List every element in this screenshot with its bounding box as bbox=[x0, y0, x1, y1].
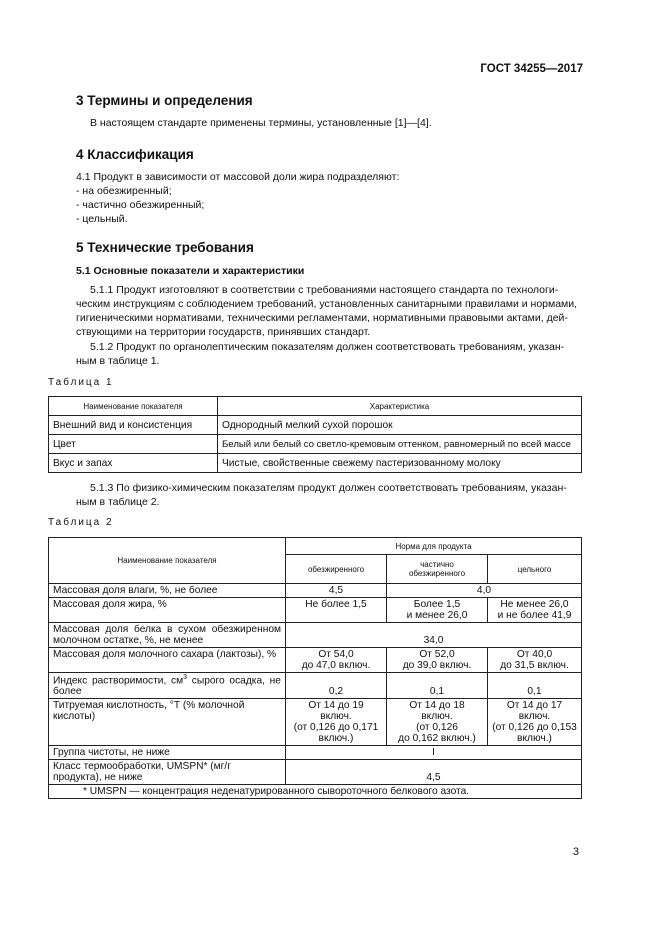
table-footnote: * UMSPN — концентрация неденатурированного сывороточного белкового азота. bbox=[49, 785, 582, 799]
table-cell: 0,2 bbox=[286, 673, 387, 699]
text-line: ствующими на территории государств, принявших стандарт. bbox=[76, 326, 371, 338]
table-row bbox=[49, 699, 582, 746]
superscript: 3 bbox=[183, 674, 188, 681]
table-cell: I bbox=[286, 746, 582, 760]
cell-line: От 52,0 bbox=[419, 649, 455, 660]
cell-line: (от 0,126 до 0,153 bbox=[492, 722, 577, 734]
table-cell: Массовая доля влаги, %, не более bbox=[49, 584, 286, 598]
table-cell: 0,1 bbox=[387, 673, 488, 699]
table-row bbox=[49, 584, 582, 598]
cell-line: (от 0,126 bbox=[416, 722, 458, 734]
table-row bbox=[49, 416, 582, 435]
table-cell bbox=[49, 673, 286, 699]
table-cell: 0,1 bbox=[488, 673, 582, 699]
section-4-title: 4 Классификация bbox=[76, 147, 194, 162]
table-row bbox=[49, 623, 582, 648]
paragraph-5-1-2 bbox=[76, 340, 582, 368]
text-line: 5.1.1 Продукт изготовляют в соответствии с требованиями настоящего стандарта по технологи- bbox=[90, 284, 559, 296]
cell-line: и не более 41,9 bbox=[497, 610, 572, 621]
text-line: ным в таблице 2. bbox=[76, 496, 160, 508]
table-cell bbox=[286, 648, 387, 673]
text-line: ным в таблице 1. bbox=[76, 355, 160, 367]
table-cell bbox=[387, 598, 488, 623]
table-cell: 4,0 bbox=[387, 584, 582, 598]
table-row bbox=[49, 760, 582, 785]
table-cell: Внешний вид и консистенция bbox=[49, 416, 218, 435]
cell-line: От 14 до 19 bbox=[308, 700, 364, 712]
section-4-list bbox=[76, 170, 582, 226]
table-cell bbox=[387, 699, 488, 746]
cell-line: и менее 26,0 bbox=[406, 610, 468, 621]
cell-line: От 14 до 18 bbox=[409, 700, 465, 712]
table-row bbox=[49, 746, 582, 760]
table-cell: Массовая доля белка в сухом обезжиренном молочном остатке, %, не менее bbox=[49, 623, 286, 648]
table-row bbox=[49, 598, 582, 623]
table-cell: Белый или белый со светло-кремовым оттенком, равномерный по всей массе bbox=[218, 435, 582, 454]
table-cell: Массовая доля жира, % bbox=[49, 598, 286, 623]
section-5-title: 5 Технические требования bbox=[76, 240, 254, 255]
text-line: 5.1.3 По физико-химическим показателям продукт должен соответствовать требованиям, указан- bbox=[90, 482, 567, 494]
section-4-line: - цельный. bbox=[76, 213, 128, 225]
table-header: Наименование показателя bbox=[49, 538, 286, 584]
table-cell: Не более 1,5 bbox=[286, 598, 387, 623]
section-4-line: - на обезжиренный; bbox=[76, 185, 172, 197]
table-row bbox=[49, 454, 582, 473]
section-3-title: 3 Термины и определения bbox=[76, 93, 253, 108]
table-header: Характеристика bbox=[218, 397, 582, 416]
paragraph-5-1-1 bbox=[76, 283, 582, 339]
table-cell: 4,5 bbox=[286, 584, 387, 598]
cell-line: включ. bbox=[518, 711, 551, 723]
section-4-line: 4.1 Продукт в зависимости от массовой доли жира подразделяют: bbox=[76, 171, 400, 183]
cell-line: От 54,0 bbox=[318, 649, 354, 660]
cell-line: до 31,5 включ. bbox=[500, 660, 569, 671]
table-row bbox=[49, 648, 582, 673]
cell-line: От 40,0 bbox=[516, 649, 553, 660]
table-cell: Вкус и запах bbox=[49, 454, 218, 473]
cell-line: От 14 до 17 bbox=[506, 700, 563, 712]
table-row bbox=[49, 435, 582, 454]
cell-text: сырого осадка, не более bbox=[53, 675, 281, 698]
table-1 bbox=[48, 396, 582, 473]
table-cell: Чистые, свойственные свежему пастеризованному молоку bbox=[218, 454, 582, 473]
table-cell: Цвет bbox=[49, 435, 218, 454]
cell-line: Более 1,5 bbox=[413, 599, 461, 610]
cell-line: (от 0,126 до 0,171 bbox=[293, 722, 379, 734]
table-row bbox=[49, 785, 582, 799]
table-row bbox=[49, 673, 582, 699]
cell-line: до 47,0 включ. bbox=[301, 660, 371, 671]
table-1-caption: Таблица 1 bbox=[48, 377, 114, 388]
cell-line: включ. bbox=[320, 711, 352, 723]
cell-line: включ.) bbox=[517, 733, 552, 745]
cell-line: включ.) bbox=[318, 733, 354, 745]
table-header: Наименование показателя bbox=[49, 397, 218, 416]
table-cell: 34,0 bbox=[286, 623, 582, 648]
table-cell bbox=[488, 648, 582, 673]
text-line: гигиеническими нормативами, техническими регламентами, нормативными правовыми актами, дей- bbox=[76, 312, 568, 324]
table-cell: Группа чистоты, не ниже bbox=[49, 746, 286, 760]
table-header: цельного bbox=[488, 555, 582, 584]
cell-line: до 0,162 включ.) bbox=[398, 733, 476, 745]
table-header: обезжиренного bbox=[286, 555, 387, 584]
section-3-text: В настоящем стандарте применены термины, установленные [1]—[4]. bbox=[90, 117, 432, 129]
text-line: 5.1.2 Продукт по органолептическим показателям должен соответствовать требованиям, указан- bbox=[90, 341, 565, 353]
cell-line: Не менее 26,0 bbox=[500, 599, 569, 610]
section-4-line: - частично обезжиренный; bbox=[76, 199, 205, 211]
table-cell: 4,5 bbox=[286, 760, 582, 785]
table-header: Норма для продукта bbox=[286, 538, 582, 555]
cell-line: до 39,0 включ. bbox=[402, 660, 472, 671]
table-cell: Титруемая кислотность, °Т (% молочной кислоты) bbox=[49, 699, 286, 746]
table-2-caption: Таблица 2 bbox=[48, 517, 114, 528]
table-cell bbox=[488, 598, 582, 623]
section-5-1-title: 5.1 Основные показатели и характеристики bbox=[76, 265, 305, 277]
table-cell: Однородный мелкий сухой порошок bbox=[218, 416, 582, 435]
table-2 bbox=[48, 537, 582, 799]
text-line: ческим инструкциям с соблюдением требований, установленных санитарными правилами и нормами, bbox=[76, 298, 578, 310]
table-cell bbox=[286, 699, 387, 746]
cell-line: включ. bbox=[421, 711, 453, 723]
cell-text: Индекс растворимости, см bbox=[53, 675, 184, 687]
table-cell bbox=[387, 648, 488, 673]
page-number: 3 bbox=[572, 846, 579, 858]
table-cell: Массовая доля молочного сахара (лактозы), % bbox=[49, 648, 286, 673]
table-cell: Класс термообработки, UMSPN* (мг/г продукта), не ниже bbox=[49, 760, 286, 785]
table-cell bbox=[488, 699, 582, 746]
paragraph-5-1-3 bbox=[76, 481, 582, 509]
standard-header: ГОСТ 34255—2017 bbox=[480, 63, 583, 75]
table-header: частично обезжиренного bbox=[387, 555, 488, 584]
